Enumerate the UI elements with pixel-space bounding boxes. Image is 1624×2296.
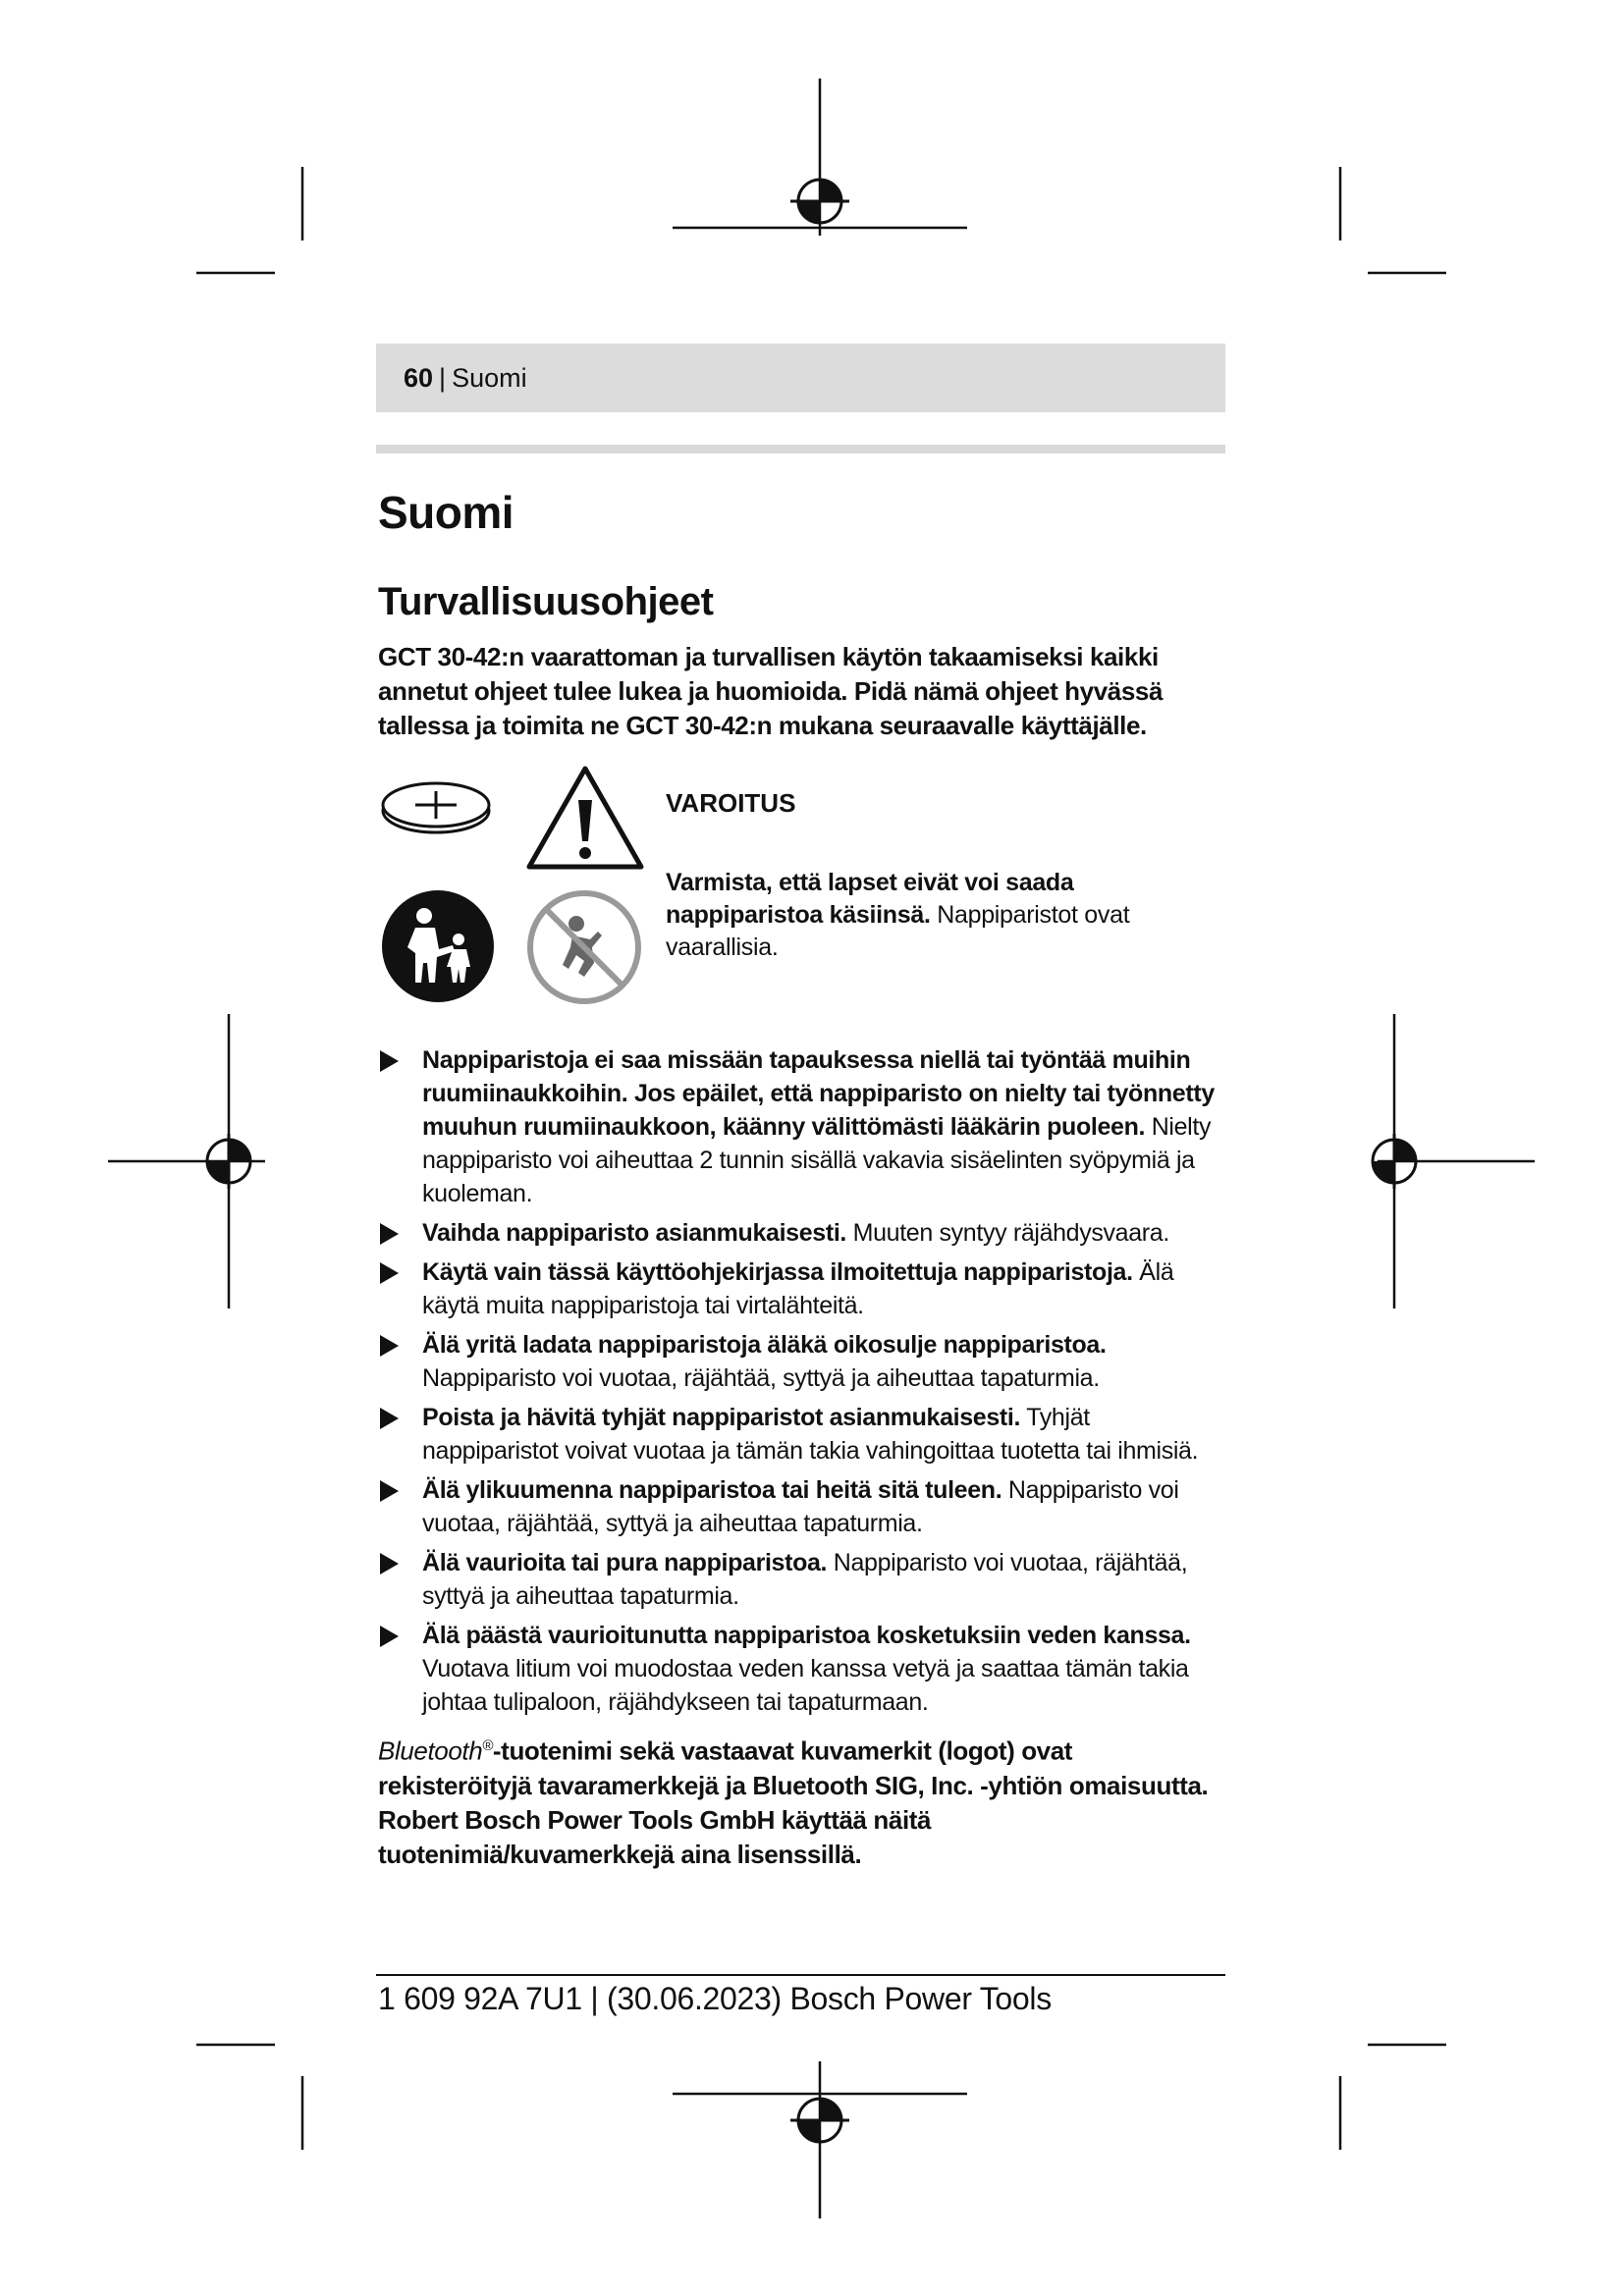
warning-block [378,763,1227,1028]
bullet-bold: Älä päästä vaurioitunutta nappiparistoa kosketuksiin veden kanssa. [422,1622,1191,1649]
bullet-bold: Älä ylikuumenna nappiparistoa tai heitä sitä tuleen. [422,1476,1002,1504]
bullet-text: Tyhjät nappiparistot voivat vuotaa ja tämän takia vahingoittaa tuotetta tai ihmisiä. [422,1404,1199,1465]
bullet-text: Nappiparisto voi vuotaa, räjähtää, syttyä ja aiheuttaa tapaturmia. [422,1364,1100,1392]
list-item [378,1619,1227,1719]
bullet-bold: Käytä vain tässä käyttöohjekirjassa ilmoitettuja nappiparistoja. [422,1258,1133,1286]
header-section: Suomi [452,362,527,393]
registered-mark: ® [482,1737,493,1754]
bullet-text: Nappiparisto voi vuotaa, räjähtää, syttyä ja aiheuttaa tapaturmia. [422,1476,1179,1537]
list-item [378,1401,1227,1468]
list-item [378,1328,1227,1395]
warning-triangle-icon [523,763,647,873]
list-item [378,1546,1227,1613]
list-item [378,1043,1227,1210]
bullet-triangle-icon [380,1480,399,1502]
bullet-triangle-icon [380,1408,399,1429]
trademark-brand: Bluetooth [378,1735,483,1766]
warning-plain: Nappiparistot ovat vaarallisia. [666,901,1130,961]
trademark-notice [378,1729,1227,1872]
list-item [378,1473,1227,1540]
safety-bullet-list [378,1043,1227,1719]
keep-away-from-children-icon [380,888,496,1004]
warning-text [666,867,1225,964]
bullet-triangle-icon [380,1050,399,1072]
footer-rule [376,1974,1225,1976]
bullet-bold: Poista ja hävitä tyhjät nappiparistot asianmukaisesti. [422,1404,1021,1431]
trademark-text: -tuotenimi sekä vastaavat kuvamerkit (logot) ovat rekisteröityjä tavaramerkkejä ja Bluetooth SIG, Inc. -yhtiön omaisuutta. Robert Bosch Power Tools GmbH käyttää näitä tuotenimiä/kuvamerkkejä aina lisenssillä. [378,1735,1209,1869]
intro-paragraph: GCT 30-42:n vaarattoman ja turvallisen käytön takaamiseksi kaikki annetut ohjeet tulee lukea ja huomioida. Pidä nämä ohjeet hyvässä tallessa ja toimita ne GCT 30-42:n mukana seuraavalle käyttäjälle. [378,642,1164,740]
bullet-text: Älä käytä muita nappiparistoja tai virtalähteitä. [422,1258,1174,1319]
bullet-triangle-icon [380,1262,399,1284]
warning-title: VAROITUS [666,788,796,818]
page-title: Suomi [378,487,514,538]
header-rule [376,445,1225,454]
bullet-triangle-icon [380,1335,399,1357]
page-header [376,344,1225,412]
coin-battery-icon [378,777,494,838]
header-separator: | [439,362,447,393]
bullet-text: Nielty nappiparisto voi aiheuttaa 2 tunnin sisällä vakavia sisäelinten syöpymiä ja kuoleman. [422,1113,1212,1207]
section-title: Turvallisuusohjeet [378,580,714,623]
bullet-text: Muuten syntyy räjähdysvaara. [846,1219,1169,1247]
page-content [378,486,1227,1872]
do-not-swallow-icon [525,888,643,1006]
page-number: 60 [404,362,434,393]
page-footer: 1 609 92A 7U1 | (30.06.2023) Bosch Power Tools [378,1981,1052,2016]
warning-bold: Varmista, että lapset eivät voi saada nappiparistoa käsiinsä. [666,869,1074,929]
bullet-triangle-icon [380,1553,399,1575]
bullet-triangle-icon [380,1626,399,1647]
list-item [378,1216,1227,1250]
bullet-text: Vuotava litium voi muodostaa veden kanssa vetyä ja saattaa tämän takia johtaa tulipaloon, räjähdykseen tai tapaturmaan. [422,1655,1189,1716]
bullet-text: Nappiparisto voi vuotaa, räjähtää, syttyä ja aiheuttaa tapaturmia. [422,1549,1188,1610]
bullet-bold: Vaihda nappiparisto asianmukaisesti. [422,1219,847,1247]
bullet-bold: Älä yritä ladata nappiparistoja äläkä oikosulje nappiparistoa. [422,1331,1107,1359]
list-item [378,1255,1227,1322]
bullet-bold: Nappiparistoja ei saa missään tapauksessa niellä tai työntää muihin ruumiinaukkoihin. Jos epäilet, että nappiparisto on nielty tai työnnetty muuhun ruumiinaukkoon, käänny välittömästi lääkärin puoleen. [422,1046,1215,1141]
bullet-bold: Älä vaurioita tai pura nappiparistoa. [422,1549,828,1576]
bullet-triangle-icon [380,1223,399,1245]
